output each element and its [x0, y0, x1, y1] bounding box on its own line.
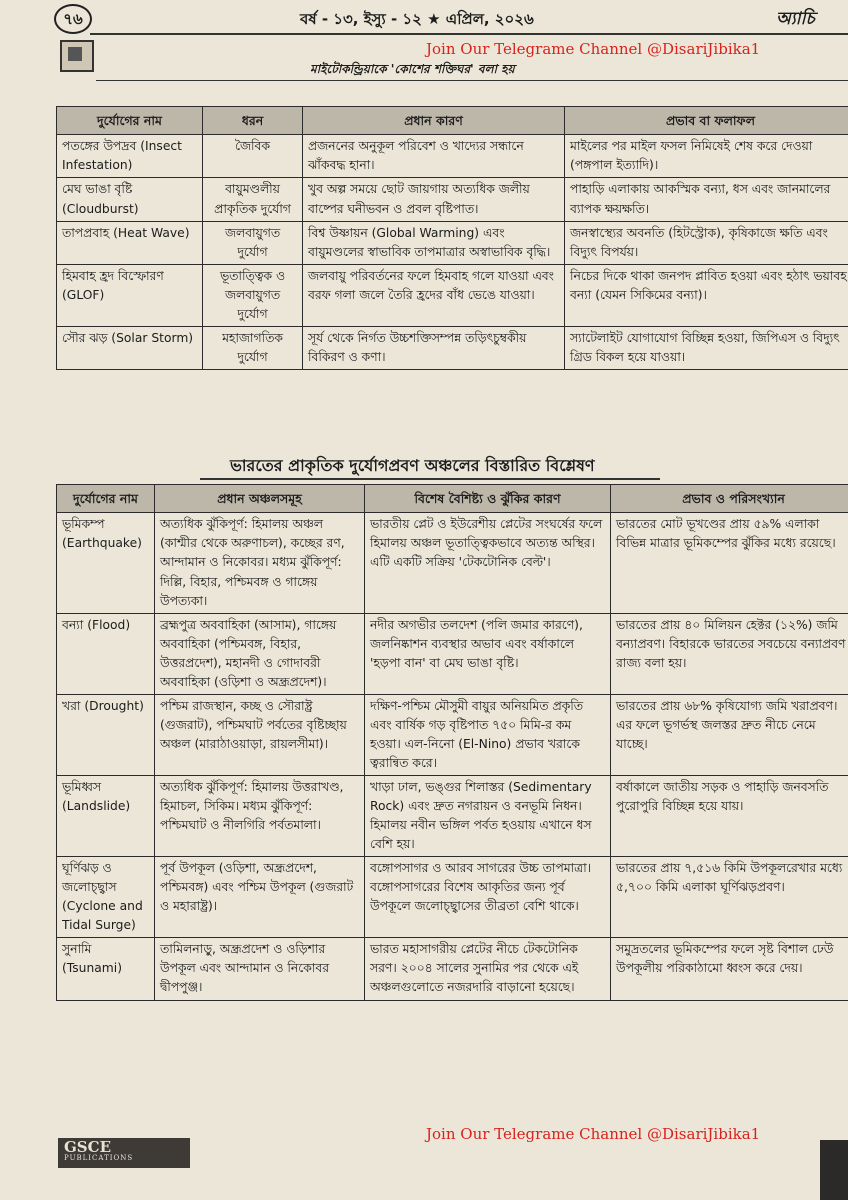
impact-cell: ভারতের মোট ভূখণ্ডের প্রায় ৫৯% এলাকা বিভিন্ন মাত্রার ভূমিকম্পের ঝুঁকির মধ্যে রয়েছে।	[611, 513, 848, 613]
impact-cell: ভারতের প্রায় ৬৮% কৃষিযোগ্য জমি খরাপ্রবণ। এর ফলে ভূগর্ভস্থ জলস্তর দ্রুত নীচে নেমে যাচ্ছে।	[611, 694, 848, 775]
feature-cell: ভারত মহাসাগরীয় প্লেটের নীচে টেকটোনিক সরণ। ২০০৪ সালের সুনামির পর থেকে এই অঞ্চলগুলোতে নজরদারি বাড়ানো হয়েছে।	[365, 938, 611, 1000]
regions-cell: অত্যধিক ঝুঁকিপূর্ণ: হিমালয় উত্তরাখণ্ড, হিমাচল, সিকিম। মধ্যম ঝুঁকিপূর্ণ: পশ্চিমঘাট ও নীলগিরি পর্বতমালা।	[155, 775, 365, 856]
table-row	[57, 694, 848, 775]
column-header: ধরন	[203, 107, 303, 135]
page-number: ৭৬	[54, 4, 92, 34]
publisher-logo	[58, 1138, 190, 1168]
impact-cell: ভারতের প্রায় ৭,৫১৬ কিমি উপকূলরেখার মধ্যে ৫,৭০০ কিমি এলাকা ঘূর্ণিঝড়প্রবণ।	[611, 857, 848, 938]
table-row	[57, 135, 848, 178]
column-header: প্রভাব ও পরিসংখ্যান	[611, 485, 848, 513]
disaster-name-cell: খরা (Drought)	[57, 694, 155, 775]
publisher-sub: PUBLICATIONS	[64, 1154, 134, 1162]
disaster-name-cell: বন্যা (Flood)	[57, 613, 155, 694]
table-header-row	[57, 107, 848, 135]
table-row	[57, 938, 848, 1000]
table-row	[57, 178, 848, 221]
fact-strip: মাইটোকন্ড্রিয়াকে 'কোশের শক্তিঘর' বলা হয়	[310, 62, 515, 76]
impact-cell: সমুদ্রতলের ভূমিকম্পের ফলে সৃষ্ট বিশাল ঢেউ উপকূলীয় পরিকাঠামো ধ্বংস করে দেয়।	[611, 938, 848, 1000]
feature-cell: দক্ষিণ-পশ্চিম মৌসুমী বায়ুর অনিয়মিত প্রকৃতি এবং বার্ষিক গড় বৃষ্টিপাত ৭৫০ মিমি-র কম হওয়া। এল-নিনো (El-Nino) প্রভাব খরাকে ত্বরান্বিত করে।	[365, 694, 611, 775]
impact-cell: বর্ষাকালে জাতীয় সড়ক ও পাহাড়ি জনবসতি পুরোপুরি বিচ্ছিন্ন হয়ে যায়।	[611, 775, 848, 856]
page-edge-shadow	[820, 1140, 848, 1200]
main-cause-cell: খুব অল্প সময়ে ছোট জায়গায় অত্যধিক জলীয় বাষ্পের ঘনীভবন ও প্রবল বৃষ্টিপাত।	[303, 178, 565, 221]
regions-cell: পশ্চিম রাজস্থান, কচ্ছ ও সৌরাষ্ট্র (গুজরাট), পশ্চিমঘাট পর্বতের বৃষ্টিচ্ছায় অঞ্চল (মারাঠাওয়াড়া, রায়লসীমা)।	[155, 694, 365, 775]
disaster-type-cell: মহাজাগতিক দুর্যোগ	[203, 326, 303, 369]
effect-cell: নিচের দিকে থাকা জনপদ প্লাবিত হওয়া এবং হঠাৎ ভয়াবহ বন্যা (যেমন সিকিমের বন্যা)।	[565, 264, 848, 326]
section-title: ভারতের প্রাকৃতিক দুর্যোগপ্রবণ অঞ্চলের বিস্তারিত বিশ্লেষণ	[230, 456, 595, 475]
column-header: দুর্যোগের নাম	[57, 485, 155, 513]
magazine-logo-icon	[60, 40, 94, 72]
disaster-name-cell: ঘূর্ণিঝড় ও জলোচ্ছ্বাস (Cyclone and Tidal Surge)	[57, 857, 155, 938]
section-label: অ্যাচি	[776, 9, 815, 29]
effect-cell: স্যাটেলাইট যোগাযোগ বিচ্ছিন্ন হওয়া, জিপিএস ও বিদ্যুৎ গ্রিড বিকল হয়ে যাওয়া।	[565, 326, 848, 369]
column-header: দুর্যোগের নাম	[57, 107, 203, 135]
table-row	[57, 613, 848, 694]
disaster-name-cell: মেঘ ভাঙা বৃষ্টি (Cloudburst)	[57, 178, 203, 221]
feature-cell: ভারতীয় প্লেট ও ইউরেশীয় প্লেটের সংঘর্ষের ফলে হিমালয় অঞ্চল ভূতাত্ত্বিকভাবে অত্যন্ত অস্থির। এটি একটি সক্রিয় 'টেকটোনিক বেল্ট'।	[365, 513, 611, 613]
regions-cell: অত্যধিক ঝুঁকিপূর্ণ: হিমালয় অঞ্চল (কাশ্মীর থেকে অরুণাচল), কচ্ছের রণ, আন্দামান ও নিকোবর। মধ্যম ঝুঁকিপূর্ণ: দিল্লি, বিহার, পশ্চিমবঙ্গ ও গাঙ্গেয় উপত্যকা।	[155, 513, 365, 613]
column-header: প্রভাব বা ফলাফল	[565, 107, 848, 135]
column-header: প্রধান কারণ	[303, 107, 565, 135]
effect-cell: পাহাড়ি এলাকায় আকস্মিক বন্যা, ধস এবং জানমালের ব্যাপক ক্ষয়ক্ষতি।	[565, 178, 848, 221]
table-row	[57, 221, 848, 264]
disaster-type-cell: বায়ুমণ্ডলীয় প্রাকৃতিক দুর্যোগ	[203, 178, 303, 221]
regions-cell: তামিলনাড়ু, অন্ধ্রপ্রদেশ ও ওড়িশার উপকূল এবং আন্দামান ও নিকোবর দ্বীপপুঞ্জ।	[155, 938, 365, 1000]
disaster-type-cell: জৈবিক	[203, 135, 303, 178]
disaster-name-cell: সৌর ঝড় (Solar Storm)	[57, 326, 203, 369]
regions-cell: পূর্ব উপকূল (ওড়িশা, অন্ধ্রপ্রদেশ, পশ্চিমবঙ্গ) এবং পশ্চিম উপকূল (গুজরাট ও মহারাষ্ট্র)।	[155, 857, 365, 938]
table-row	[57, 857, 848, 938]
disaster-name-cell: হিমবাহ হ্রদ বিস্ফোরণ (GLOF)	[57, 264, 203, 326]
disaster-types-table	[56, 106, 848, 370]
table-row	[57, 264, 848, 326]
effect-cell: মাইলের পর মাইল ফসল নিমিষেই শেষ করে দেওয়া (পঙ্গপাল ইত্যাদি)।	[565, 135, 848, 178]
disaster-name-cell: ভূমিধ্বস (Landslide)	[57, 775, 155, 856]
table-row	[57, 775, 848, 856]
table-header-row	[57, 485, 848, 513]
telegram-watermark-top: Join Our Telegrame Channel @DisariJibika1	[426, 40, 761, 58]
publisher-name: GSCE	[64, 1138, 112, 1156]
main-cause-cell: সূর্য থেকে নির্গত উচ্চশক্তিসম্পন্ন তড়িৎচুম্বকীয় বিকিরণ ও কণা।	[303, 326, 565, 369]
disaster-type-cell: ভূতাত্ত্বিক ও জলবায়ুগত দুর্যোগ	[203, 264, 303, 326]
column-header: বিশেষ বৈশিষ্ট্য ও ঝুঁকির কারণ	[365, 485, 611, 513]
disaster-type-cell: জলবায়ুগত দুর্যোগ	[203, 221, 303, 264]
regions-cell: ব্রহ্মপুত্র অববাহিকা (আসাম), গাঙ্গেয় অববাহিকা (পশ্চিমবঙ্গ, বিহার, উত্তরপ্রদেশ), মহানদী ও গোদাবরী অববাহিকা (ওড়িশা ও অন্ধ্রপ্রদেশ)।	[155, 613, 365, 694]
disaster-name-cell: তাপপ্রবাহ (Heat Wave)	[57, 221, 203, 264]
disaster-name-cell: পতঙ্গের উপদ্রব (Insect Infestation)	[57, 135, 203, 178]
effect-cell: জনস্বাস্থ্যের অবনতি (হিটস্ট্রোক), কৃষিকাজে ক্ষতি এবং বিদ্যুৎ বিপর্যয়।	[565, 221, 848, 264]
india-disaster-regions-table	[56, 484, 848, 1001]
feature-cell: নদীর অগভীর তলদেশ (পলি জমার কারণে), জলনিষ্কাশন ব্যবস্থার অভাব এবং বর্ষাকালে 'হড়পা বান' বা মেঘ ভাঙা বৃষ্টি।	[365, 613, 611, 694]
main-cause-cell: বিশ্ব উষ্ণায়ন (Global Warming) এবং বায়ুমণ্ডলের স্বাভাবিক তাপমাত্রার অস্বাভাবিক বৃদ্ধি।	[303, 221, 565, 264]
section-title-underline	[200, 478, 660, 480]
disaster-name-cell: ভূমিকম্প (Earthquake)	[57, 513, 155, 613]
subhead-divider	[96, 80, 848, 81]
main-cause-cell: প্রজননের অনুকূল পরিবেশ ও খাদ্যের সন্ধানে ঝাঁকবদ্ধ হানা।	[303, 135, 565, 178]
feature-cell: খাড়া ঢাল, ভঙ্গুর শিলাস্তর (Sedimentary Rock) এবং দ্রুত নগরায়ন ও বনভূমি নিধন। হিমালয় নবীন ভঙ্গিল পর্বত হওয়ায় এখানে ধস বেশি হয়।	[365, 775, 611, 856]
header-divider	[90, 33, 848, 35]
issue-info: বর্ষ - ১৩, ইস্যু - ১২ ★ এপ্রিল, ২০২৬	[300, 10, 534, 28]
table-row	[57, 326, 848, 369]
disaster-name-cell: সুনামি (Tsunami)	[57, 938, 155, 1000]
table-row	[57, 513, 848, 613]
column-header: প্রধান অঞ্চলসমূহ	[155, 485, 365, 513]
impact-cell: ভারতের প্রায় ৪০ মিলিয়ন হেক্টর (১২%) জমি বন্যাপ্রবণ। বিহারকে ভারতের সবচেয়ে বন্যাপ্রবণ রাজ্য বলা হয়।	[611, 613, 848, 694]
main-cause-cell: জলবায়ু পরিবর্তনের ফলে হিমবাহ গলে যাওয়া এবং বরফ গলা জলে তৈরি হ্রদের বাঁধ ভেঙে যাওয়া।	[303, 264, 565, 326]
telegram-watermark-bottom: Join Our Telegrame Channel @DisariJibika1	[426, 1125, 761, 1143]
feature-cell: বঙ্গোপসাগর ও আরব সাগরের উচ্চ তাপমাত্রা। বঙ্গোপসাগরের বিশেষ আকৃতির জন্য পূর্ব উপকূলে জলোচ্ছ্বাসের তীব্রতা বেশি থাকে।	[365, 857, 611, 938]
